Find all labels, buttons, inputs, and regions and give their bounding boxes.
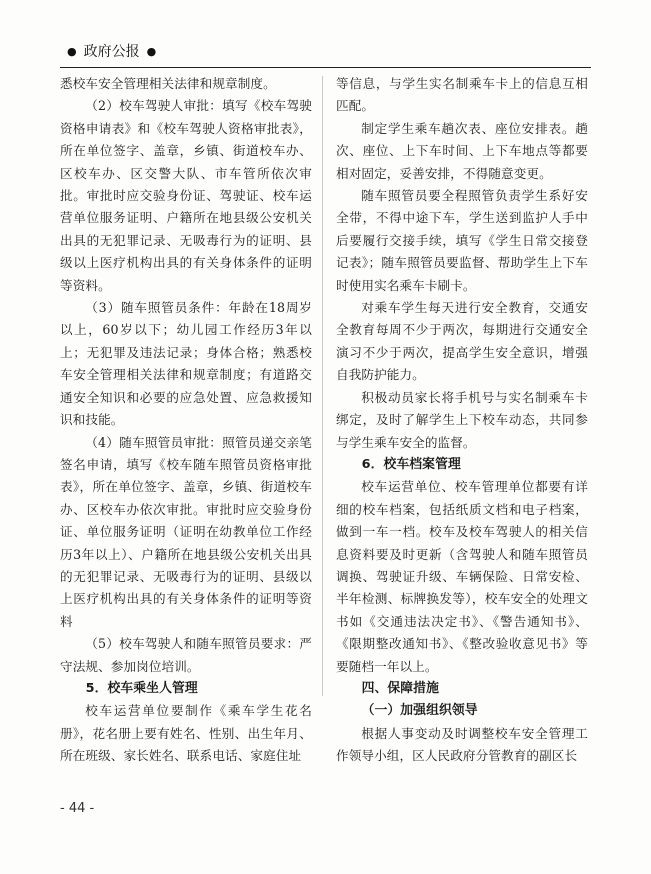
paragraph: 等信息，与学生实名制乘车卡上的信息互相匹配。 [336, 76, 588, 114]
page-number: - 44 - [60, 801, 95, 816]
section-heading: 四、保障措施 [361, 680, 439, 696]
paragraph: 对乘车学生每天进行安全教育，交通安全教育每周不少于两次，每期进行交通安全演习不少于两次，提高学生安全意识，增强自我防护能力。 [336, 300, 588, 383]
header-bullet-left: ● [67, 44, 77, 58]
section-heading: 5．校车乘坐人管理 [85, 680, 198, 696]
section-heading: 6．校车档案管理 [361, 456, 461, 472]
publication-title: 政府公报 [83, 44, 140, 60]
left-column [60, 73, 312, 768]
header-bullet-right: ● [146, 44, 157, 58]
paragraph: （3）随车照管员条件：年龄在18周岁以上，60岁以下；幼儿园工作经历3年以上；无犯罪及违法记录；身体合格；熟悉校车安全管理相关法律和规章制度；有道路交通安全知识和必要的应急处置、应急救援知识和技能。 [60, 300, 312, 428]
paragraph: （4）随车照管员审批：照管员递交亲笔签名申请，填写《校车随车照管员资格审批表》，所在单位签字、盖章，乡镇、街道校车办、区校车办依次审批。审批时应交验身份证、单位服务证明（证明在幼教单位工作经历3年以上）、户籍所在地县级公安机关出具的无犯罪记录、无吸毒行为的证明、县级以上医疗机构出具的有关身体条件的证明等资料 [60, 434, 312, 629]
subsection-heading: （一）加强组织领导 [361, 703, 478, 719]
paragraph: （2）校车驾驶人审批：填写《校车驾驶资格申请表》和《校车驾驶人资格审批表》，所在单位签字、盖章，乡镇、街道校车办、区校车办、区交警大队、市车管所依次审批。审批时应交验身份证、驾驶证、校车运营单位服务证明、户籍所在地县级公安机关出具的无犯罪记录、无吸毒行为的证明、县级以上医疗机构出具的有关身体条件的证明等资料。 [60, 98, 312, 293]
column-divider [322, 76, 323, 696]
paragraph: 制定学生乘车趟次表、座位安排表。趟次、座位、上下车时间、上下车地点等都要相对固定，妥善安排，不得随意变更。 [336, 120, 588, 181]
paragraph: （5）校车驾驶人和随车照管员要求：严守法规、参加岗位培训。 [60, 636, 312, 674]
paragraph: 校车运营单位、校车管理单位都要有详细的校车档案，包括纸质文档和电子档案，做到一车一档。校车及校车驾驶人的相关信息资料要及时更新（含驾驶人和随车照管员调换、驾驶证升级、车辆保险、日常安检、半年检测、标牌换发等），校车安全的处理文书如《交通违法决定书》、《警告通知书》、《限期整改通知书》、《整改验收意见书》等要随档一年以上。 [336, 479, 588, 674]
paragraph: 随车照管员要全程照管负责学生系好安全带，不得中途下车，学生送到监护人手中后要履行交接手续，填写《学生日常交接登记表》；随车照管员要监督、帮助学生上下车时使用实名乘车卡刷卡。 [336, 188, 588, 293]
paragraph: 积极动员家长将手机号与实名制乘车卡绑定，及时了解学生上下校车动态，共同参与学生乘车安全的监督。 [336, 389, 588, 450]
paragraph: 根据人事变动及时调整校车安全管理工作领导小组，区人民政府分管教育的副区长 [336, 725, 588, 764]
paragraph: 校车运营单位要制作《乘车学生花名册》，花名册上要有姓名、性别、出生年月、所在班级、家长姓名、联系电话、家庭住址 [60, 703, 312, 764]
right-column [336, 73, 588, 768]
header-rule [60, 67, 591, 68]
page-header [60, 40, 163, 62]
paragraph: 悉校车安全管理相关法律和规章制度。 [60, 76, 276, 91]
